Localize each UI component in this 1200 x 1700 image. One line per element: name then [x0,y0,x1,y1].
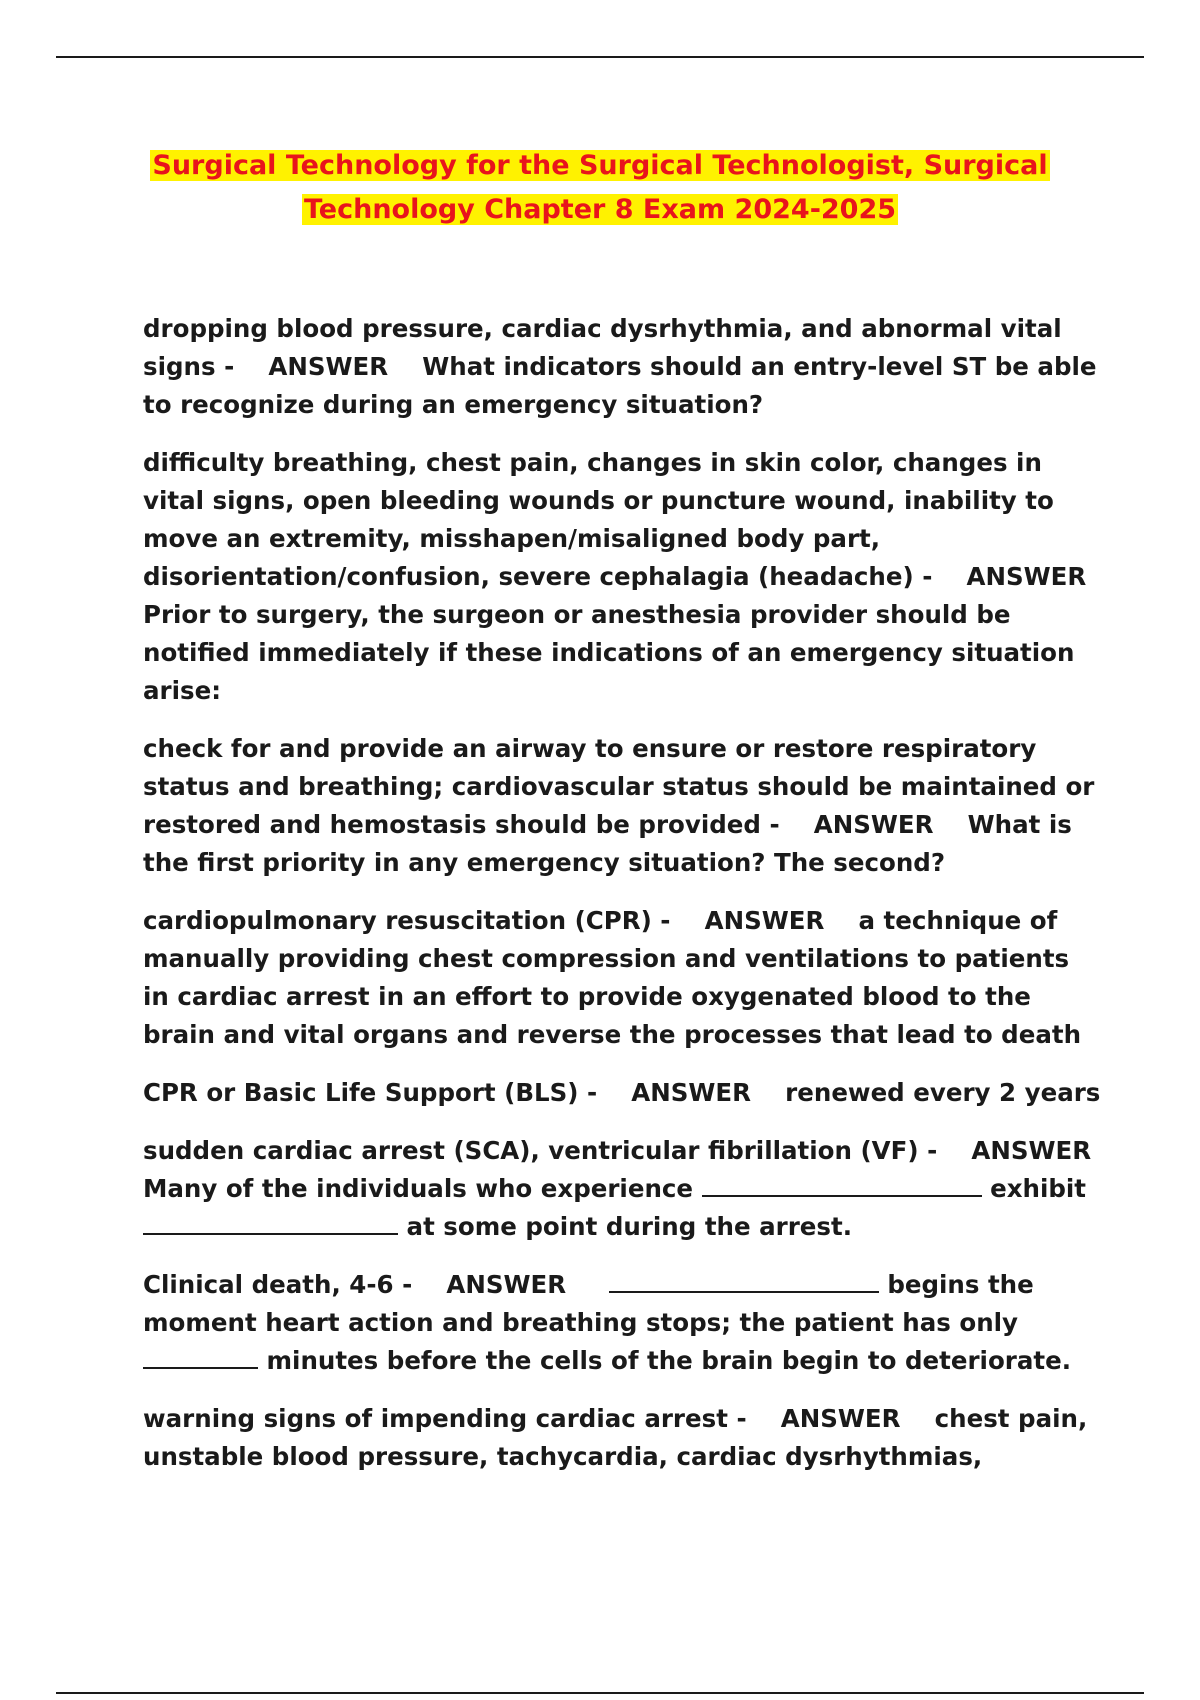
top-rule [56,56,1144,58]
qa-term: difficulty breathing, chest pain, changes in skin color, changes in vital signs, open bleeding wounds or puncture wound, inability to move an extremity, misshapen/misaligned body part, disorientation/confusion, severe cephalagia (headache) - [143,448,1054,591]
answer-label: ANSWER [446,1270,567,1299]
answer-label: ANSWER [704,906,825,935]
qa-term: check for and provide an airway to ensure or restore respiratory status and breathing; cardiovascular status should be maintained or restored and hemostasis should be provided - [143,734,1095,839]
qa-definition-part-3: at some point during the arrest. [406,1212,853,1241]
qa-term: Clinical death, 4-6 - [143,1270,413,1299]
qa-definition: renewed every 2 years [785,1078,1101,1107]
bottom-rule [56,1692,1144,1694]
answer-label: ANSWER [966,562,1087,591]
qa-definition-part-1: Many of the individuals who experience [143,1174,694,1203]
qa-term: sudden cardiac arrest (SCA), ventricular fibrillation (VF) - [143,1136,938,1165]
qa-definition-part-2: minutes before the cells of the brain begin to deteriorate. [266,1346,1072,1375]
qa-term: CPR or Basic Life Support (BLS) - [143,1078,598,1107]
qa-term: warning signs of impending cardiac arrest - [143,1404,747,1433]
qa-item-8 [143,1400,1103,1476]
qa-item-1 [143,310,1103,424]
qa-definition: Prior to surgery, the surgeon or anesthesia provider should be notified immediately if these indications of an emergency situation arise: [143,600,1075,705]
answer-label: ANSWER [268,352,389,381]
qa-item-4 [143,902,1103,1054]
fill-blank-line [702,1173,982,1197]
qa-item-5 [143,1074,1103,1112]
fill-blank-line [143,1211,398,1235]
qa-definition-part-2: exhibit [990,1174,1087,1203]
qa-item-7 [143,1266,1103,1380]
qa-definition: What indicators should an entry-level ST be able to recognize during an emergency situation? [143,352,1097,419]
answer-label: ANSWER [780,1404,901,1433]
answer-label: ANSWER [971,1136,1092,1165]
qa-list [143,310,1103,1496]
qa-term: cardiopulmonary resuscitation (CPR) - [143,906,671,935]
document-title [100,144,1100,232]
answer-label: ANSWER [631,1078,752,1107]
fill-blank-line [609,1269,879,1293]
qa-definition: chest pain, unstable blood pressure, tachycardia, cardiac dysrhythmias, [143,1404,1088,1471]
qa-definition: What is the first priority in any emergency situation? The second? [143,810,1072,877]
qa-definition: a technique of manually providing chest compression and ventilations to patients in cardiac arrest in an effort to provide oxygenated blood to the brain and vital organs and reverse the processes that lead to death [143,906,1082,1049]
qa-item-3 [143,730,1103,882]
qa-item-6 [143,1132,1103,1246]
title-line-1: Surgical Technology for the Surgical Technologist, Surgical [152,150,1048,181]
answer-label: ANSWER [813,810,934,839]
qa-term: dropping blood pressure, cardiac dysrhythmia, and abnormal vital signs - [143,314,1062,381]
fill-blank-line [143,1345,258,1369]
qa-definition-part-1: begins the moment heart action and breathing stops; the patient has only [143,1270,1034,1337]
title-line-2: Technology Chapter 8 Exam 2024-2025 [303,194,897,225]
qa-item-2 [143,444,1103,710]
